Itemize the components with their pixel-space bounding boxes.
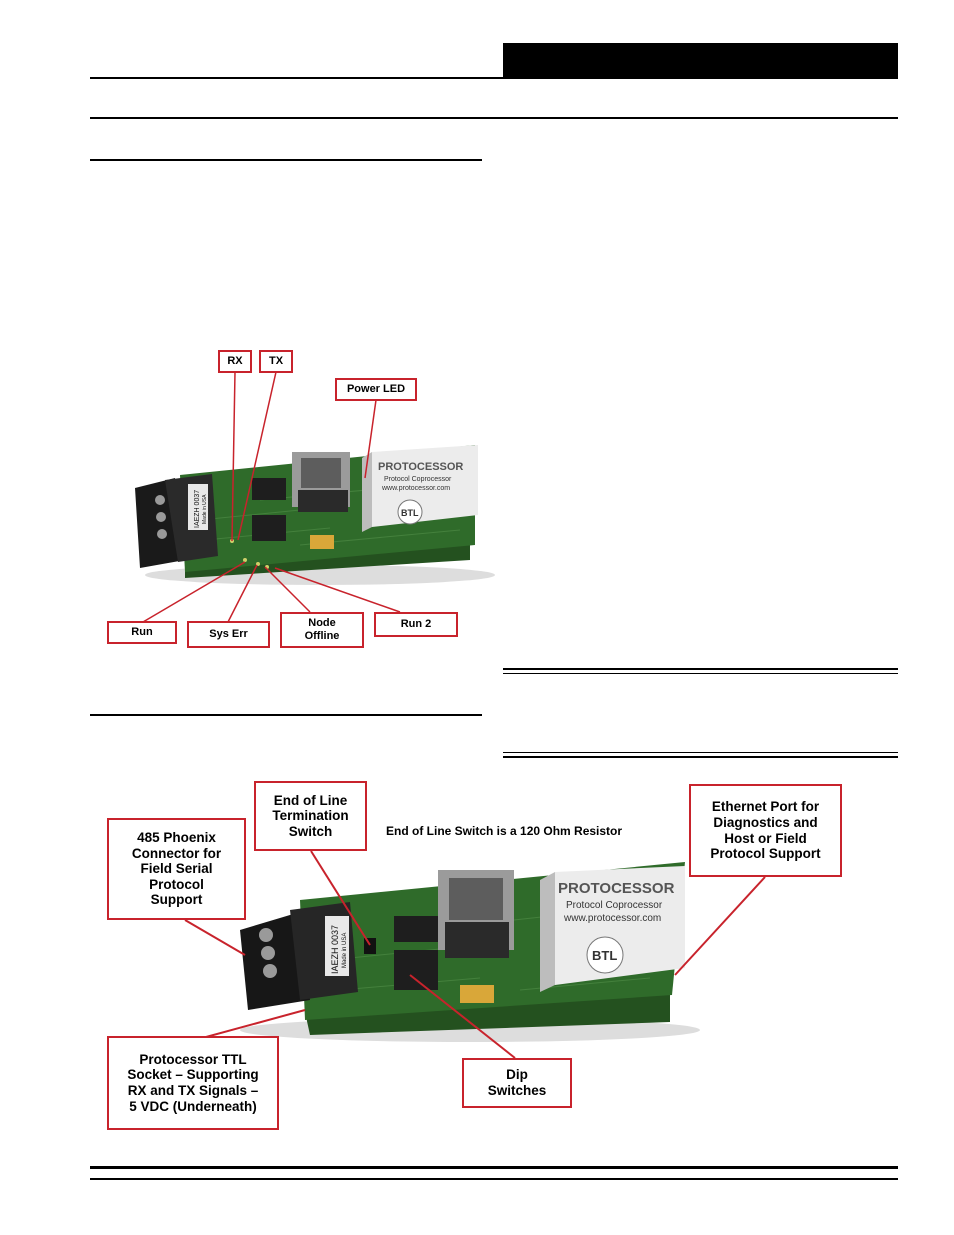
btl-badge: BTL: [401, 508, 419, 518]
node-offline-callout: Node Offline: [280, 612, 364, 648]
subtitle-text: Protocol Coprocessor: [384, 476, 452, 483]
phoenix-callout: 485 Phoenix Connector for Field Serial Protocol Support: [107, 818, 246, 920]
brand-text: PROTOCESSOR: [378, 461, 464, 473]
power-led-callout: Power LED: [335, 378, 417, 401]
made-in-label: Made in USA: [202, 494, 208, 524]
part-number-label-2: IAEZH 0037: [330, 924, 340, 974]
footer-rule-thin: [90, 1178, 898, 1180]
run-callout: Run: [107, 621, 177, 644]
tx-callout: TX: [259, 350, 293, 373]
made-in-label-2: Made in USA: [342, 932, 348, 968]
eol-switch-callout: End of Line Termination Switch: [254, 781, 367, 851]
dip-switches-callout: Dip Switches: [462, 1058, 572, 1108]
url-text: www.protocessor.com: [382, 485, 451, 492]
sys-err-callout: Sys Err: [187, 621, 270, 648]
rx-callout: RX: [218, 350, 252, 373]
url-text-2: www.protocessor.com: [564, 913, 662, 924]
brand-text-2: PROTOCESSOR: [558, 880, 675, 897]
ethernet-callout: Ethernet Port for Diagnostics and Host or Field Protocol Support: [689, 784, 842, 877]
eol-note: End of Line Switch is a 120 Ohm Resistor: [386, 824, 623, 838]
btl-badge-2: BTL: [592, 948, 618, 963]
ttl-socket-callout: Protocessor TTL Socket – Supporting RX and TX Signals – 5 VDC (Underneath): [107, 1036, 279, 1130]
run-2-callout: Run 2: [374, 612, 458, 637]
part-number-label: IAEZH 0037: [194, 489, 201, 528]
subtitle-text-2: Protocol Coprocessor: [566, 900, 663, 911]
footer-rule-thick: [90, 1166, 898, 1169]
